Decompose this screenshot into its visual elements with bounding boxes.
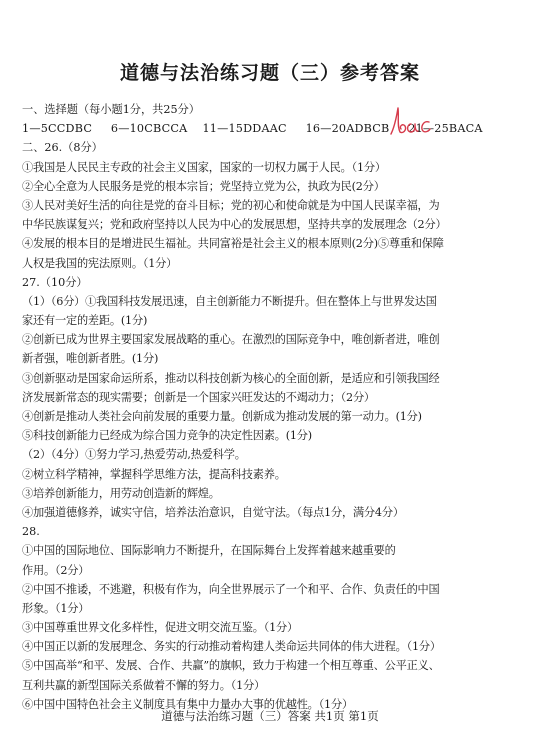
q27-line: 家还有一定的差距。(1分): [22, 314, 148, 328]
q26-line: ④发展的根本目的是增进民生福祉。共同富裕是社会主义的根本原则(2分)⑤尊重和保障: [22, 237, 444, 251]
q27-line: （1）（6分）①我国科技发展迅速，自主创新能力不断提升。但在整体上与世界发达国: [22, 294, 437, 308]
q28-line: ③中国尊重世界文化多样性，促进文明交流互鉴。（1分）: [22, 621, 299, 635]
q27-heading: 27.（10分）: [22, 275, 88, 289]
q27-line: ⑤科技创新能力已经成为综合国力竞争的决定性因素。(1分): [22, 429, 312, 443]
q28-line: 作用。（2分）: [22, 563, 90, 577]
q27-line: ③创新驱动是国家命运所系，推动以科技创新为核心的全面创新，是适应和引领我国经: [22, 371, 440, 385]
q28-line: ①中国的国际地位、国际影响力不断提升，在国际舞台上发挥着越来越重要的: [22, 544, 396, 558]
page-title: 道德与法治练习题（三）参考答案: [119, 62, 420, 84]
mc-answer-21-25: 21—25BA: [408, 122, 466, 136]
q26-line: ③人民对美好生活的向往是党的奋斗目标；党的初心和使命就是为中国人民谋幸福，为: [22, 198, 440, 212]
q26-line: ②全心全意为人民服务是党的根本宗旨；党坚持立党为公，执政为民(2分）: [22, 179, 385, 193]
q27-line: 济发展新常态的现实需要；创新是一个国家兴旺发达的不竭动力；（2分）: [22, 390, 375, 404]
mc-answer-21-25-tail: CA: [465, 122, 483, 136]
q26-answers: [22, 158, 527, 273]
q28-heading: 28.: [22, 525, 40, 539]
q28-line: ⑥中国中国特色社会主义制度具有集中力量办大事的优越性。（1分）: [22, 697, 353, 711]
section1-heading: 一、选择题（每小题1分，共25分）: [22, 103, 200, 116]
q27-line: ②树立科学精神，掌握科学思维方法，提高科技素养。: [22, 467, 286, 481]
q27-line: （2）（4分）①努力学习,热爱劳动,热爱科学。: [22, 448, 246, 462]
q27-line: ④加强道德修养，诚实守信，培养法治意识，自觉守法。（每点1分，满分4分）: [22, 505, 404, 519]
mc-answer-6-10: 6—10CBCCA: [110, 122, 188, 136]
mc-answer-1-5: 1—5CCDBC: [22, 122, 93, 136]
q28-answers: [22, 541, 527, 714]
q27-line: ③培养创新能力，用劳动创造新的辉煌。: [22, 486, 220, 500]
section2-heading: 二、26.（8分）: [22, 141, 103, 155]
q26-line: ①我国是人民民主专政的社会主义国家，国家的一切权力属于人民。（1分）: [22, 160, 386, 174]
q28-line: ②中国不推诿，不逃避，积极有作为，向全世界展示了一个和平、合作、负责任的中国: [22, 582, 440, 596]
q27-answers: [22, 292, 527, 522]
page-footer: 道德与法治练习题（三）答案 共1页 第1页: [161, 709, 379, 723]
answer-body: [22, 100, 527, 714]
mc-answer-11-15: 11—15DDAAC: [202, 122, 287, 136]
q26-line: 中华民族谋复兴；党和政府坚持以人民为中心的发展思想，坚持共享的发展理念（2分）: [22, 218, 447, 232]
q28-line: 形象。（1分）: [22, 601, 90, 615]
mc-answer-row: [22, 119, 527, 138]
q27-line: ②创新已成为世界主要国家发展战略的重心。在激烈的国际竞争中，唯创新者进，唯创: [22, 333, 440, 347]
q28-line: 互利共赢的新型国际关系做着不懈的努力。（1分）: [22, 678, 266, 692]
q28-line: ④中国正以新的发展理念、务实的行动推动着构建人类命运共同体的伟大进程。（1分）: [22, 640, 441, 654]
q27-line: ④创新是推动人类社会向前发展的重要力量。创新成为推动发展的第一动力。(1分): [22, 410, 422, 423]
q28-line: ⑤中国高举“和平、发展、合作、共赢”的旗帜，致力于构建一个相互尊重、公平正义、: [22, 659, 440, 673]
q27-line: 新者强，唯创新者胜。(1分): [22, 352, 159, 366]
mc-answer-16-20: 16—20ADBCB: [305, 122, 390, 136]
q26-line: 人权是我国的宪法原则。（1分）: [22, 256, 178, 270]
